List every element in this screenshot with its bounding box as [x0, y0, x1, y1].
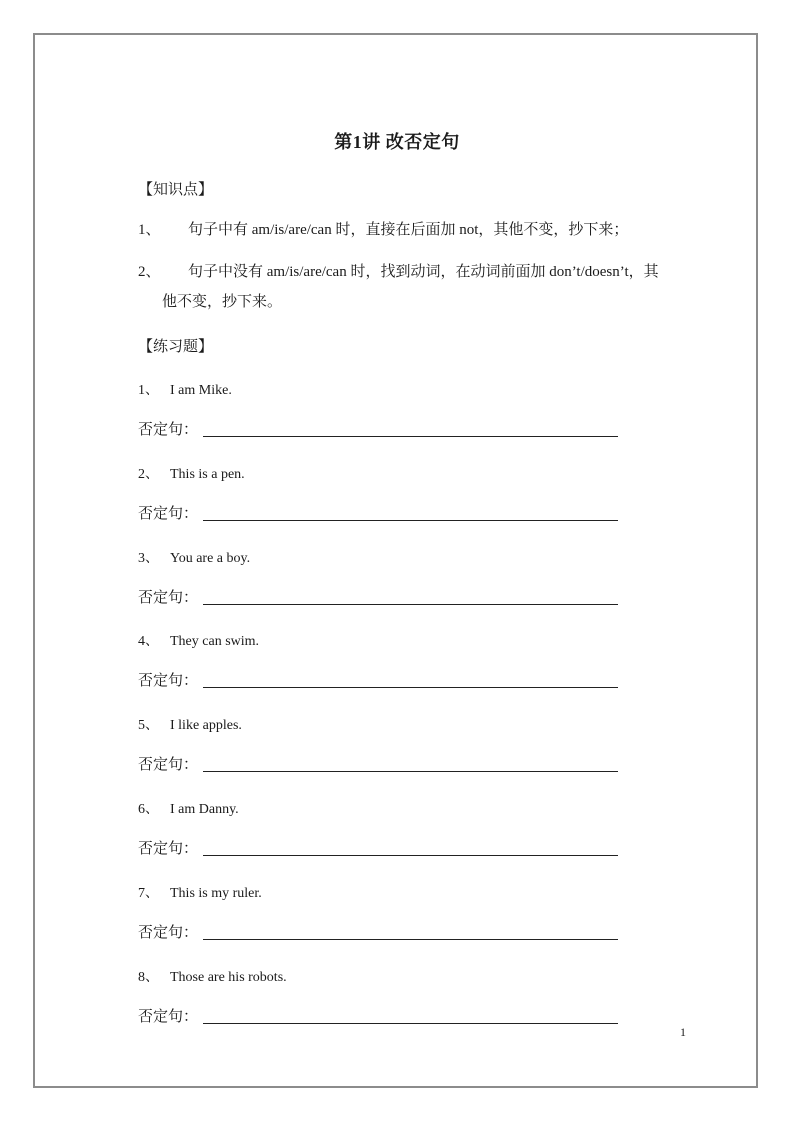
exercise-sentence: I am Mike.: [170, 383, 232, 398]
exercise-sentence: This is a pen.: [170, 466, 245, 482]
answer-row: [138, 502, 198, 523]
answer-label: 否定句：: [138, 422, 199, 438]
answer-label: 否定句：: [138, 505, 199, 522]
answer-label: 否定句：: [138, 1008, 199, 1025]
exercise-number: 7、: [138, 885, 159, 901]
answer-row: [138, 837, 198, 858]
exercise-item: [138, 882, 262, 902]
answer-label: 否定句：: [138, 673, 199, 690]
answer-label: 否定句：: [138, 924, 199, 941]
answer-blank-line[interactable]: [203, 604, 618, 605]
exercise-item: [138, 630, 259, 650]
exercise-number: 2、: [138, 466, 159, 482]
answer-label: 否定句：: [138, 757, 199, 774]
exercises-header: 【练习题】: [138, 339, 214, 355]
exercise-item: [138, 714, 242, 734]
answer-row: [138, 418, 198, 439]
point-number: 1、: [138, 222, 161, 238]
answer-blank-line[interactable]: [203, 939, 618, 940]
point-text-line-1: 句子中没有 am/is/are/can 时，找到动词，在动词前面加 don’t/doesn’t，其: [188, 264, 659, 280]
knowledge-point-2: [138, 257, 698, 317]
answer-blank-line[interactable]: [203, 1023, 618, 1024]
page-number: 1: [680, 1025, 686, 1039]
exercise-number: 3、: [138, 550, 159, 566]
exercise-sentence: I am Danny.: [170, 802, 239, 817]
exercise-sentence: Those are his robots.: [170, 969, 287, 985]
knowledge-point-1: [138, 215, 628, 245]
exercise-number: 5、: [138, 718, 159, 734]
answer-row: [138, 921, 198, 942]
answer-label: 否定句：: [138, 841, 199, 857]
exercise-number: 6、: [138, 802, 159, 817]
answer-row: [138, 586, 198, 607]
answer-row: [138, 753, 198, 774]
answer-label: 否定句：: [138, 589, 199, 606]
exercise-sentence: You are a boy.: [170, 550, 251, 566]
page-title: 第1讲 改否定句: [334, 132, 460, 152]
exercise-sentence: I like apples.: [170, 718, 242, 734]
point-text: 句子中有 am/is/are/can 时，直接在后面加 not，其他不变，抄下来；: [188, 222, 629, 238]
point-number: 2、: [138, 264, 161, 280]
exercise-number: 4、: [138, 634, 159, 650]
exercise-sentence: This is my ruler.: [170, 885, 262, 901]
exercise-number: 8、: [138, 969, 159, 985]
exercise-item: [138, 547, 250, 567]
exercise-number: 1、: [138, 383, 159, 398]
answer-blank-line[interactable]: [203, 687, 618, 688]
answer-blank-line[interactable]: [203, 771, 618, 772]
answer-row: [138, 1005, 198, 1026]
point-text-line-2: 他不变，抄下来。: [162, 294, 283, 310]
exercise-item: [138, 966, 287, 986]
answer-row: [138, 669, 198, 690]
exercise-item: [138, 798, 239, 818]
exercise-item: [138, 379, 232, 399]
knowledge-header: 【知识点】: [138, 182, 214, 198]
answer-blank-line[interactable]: [203, 855, 618, 856]
answer-blank-line[interactable]: [203, 436, 618, 437]
exercise-item: [138, 463, 245, 483]
exercise-sentence: They can swim.: [170, 634, 260, 650]
answer-blank-line[interactable]: [203, 520, 618, 521]
